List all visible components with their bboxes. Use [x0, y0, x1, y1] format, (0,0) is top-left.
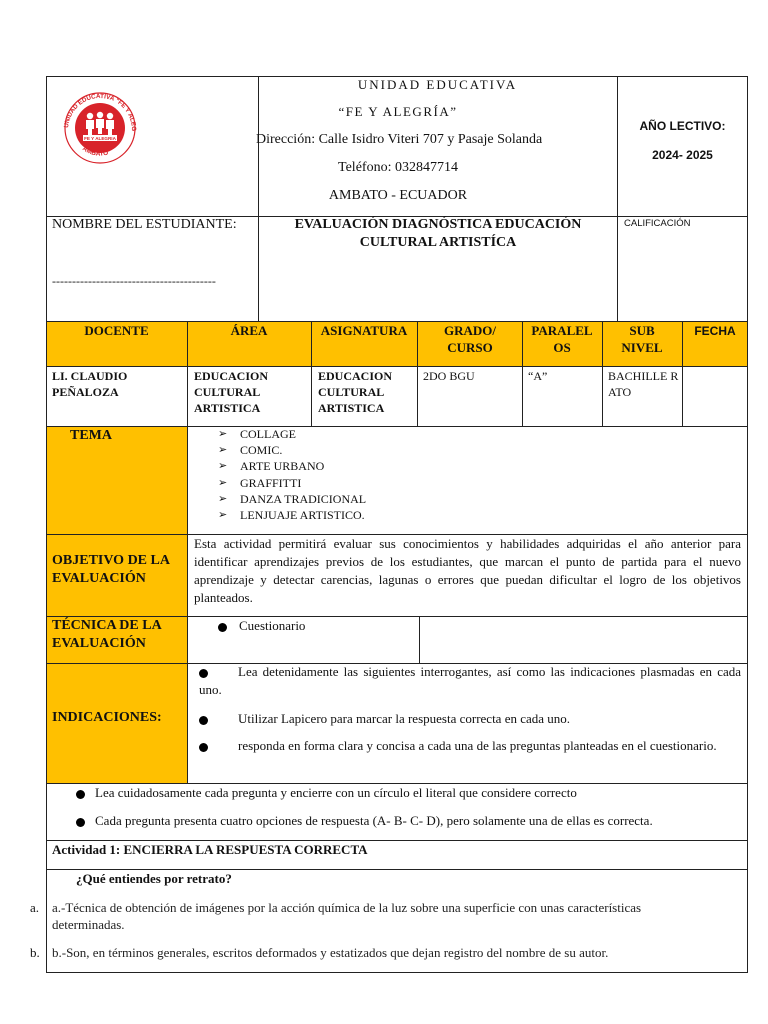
- answer-option-a[interactable]: a.-Técnica de obtención de imágenes por la acción química de la luz sobre una superficie con unas características determinadas.: [52, 900, 642, 932]
- general-note: Cada pregunta presenta cuatro opciones de respuesta (A- B- C- D), pero solamente una de ellas es correcta.: [76, 812, 736, 829]
- school-name: UNIDAD EDUCATIVA: [357, 77, 518, 92]
- rule: [617, 76, 618, 321]
- tema-list: [218, 426, 618, 523]
- arrow-bullet-icon: ➢: [218, 460, 228, 473]
- value-area: EDUCACION CULTURAL ARTISTICA: [194, 369, 269, 415]
- indicacion-item: responda en forma clara y concisa a cada una de las preguntas planteadas en el cuestionario.: [199, 737, 741, 755]
- value-paralelos: “A”: [528, 369, 548, 383]
- school-motto: “FE Y ALEGRÍA”: [338, 104, 458, 119]
- header-docente: DOCENTE: [84, 323, 149, 338]
- school-logo: [56, 86, 144, 170]
- bullet-icon: [218, 623, 227, 632]
- bullet-icon: [199, 743, 208, 752]
- document-frame: [46, 76, 748, 973]
- student-name-line[interactable]: -----------------------------------------: [52, 274, 216, 288]
- header-fecha: FECHA: [694, 324, 736, 338]
- tema-item: ➢ LENJUAJE ARTISTICO.: [218, 508, 365, 523]
- tema-item: ➢ GRAFFITTI: [218, 475, 302, 490]
- student-name-label: NOMBRE DEL ESTUDIANTE:: [52, 217, 237, 232]
- bullet-icon: [199, 669, 208, 678]
- school-year-value: 2024- 2025: [652, 148, 713, 162]
- value-subnivel: BACHILLE RATO: [608, 369, 679, 399]
- rule: [417, 321, 418, 426]
- arrow-bullet-icon: ➢: [218, 476, 228, 489]
- value-grado: 2DO BGU: [423, 369, 475, 383]
- answer-option-b[interactable]: b.-Son, en términos generales, escritos deformados y estatizados que dejan registro del nombre de su autor.: [52, 945, 609, 960]
- header-area: ÁREA: [230, 323, 268, 338]
- evaluation-title: EVALUACIÓN DIAGNÓSTICA EDUCACIÓN CULTURAL ARTISTÍCA: [294, 217, 582, 250]
- tema-label: TEMA: [70, 428, 112, 443]
- tema-item: ➢ ARTE URBANO: [218, 459, 325, 474]
- objetivo-label: OBJETIVO DE LA EVALUACIÓN: [52, 553, 170, 586]
- option-marker-a: a.: [30, 900, 40, 915]
- objetivo-text: Esta actividad permitirá evaluar sus conocimientos y habilidades adquiridas el año anterior para identificar aprendizajes previos de los estudiantes, que marcan el punto de partida para el nuevo aprendizaje y detectar carencias, lagunas o errores que puedan dificultar el logro de los objetivos planteados.: [194, 536, 741, 605]
- rule: [46, 366, 748, 367]
- rule: [522, 321, 523, 426]
- option-marker-b: b.: [30, 945, 40, 960]
- value-asignatura: EDUCACION CULTURAL ARTISTICA: [318, 369, 393, 415]
- svg-text:FE Y ALEGRIA: FE Y ALEGRIA: [84, 136, 116, 141]
- bullet-icon: [199, 716, 208, 725]
- indicacion-item: Lea detenidamente las siguientes interrogantes, así como las indicaciones plasmadas en cada uno.: [199, 664, 741, 697]
- tecnica-item: Cuestionario: [218, 617, 408, 634]
- school-phone: Teléfono: 032847714: [338, 160, 458, 175]
- header-subnivel: SUB NIVEL: [621, 323, 663, 355]
- school-address: Dirección: Calle Isidro Viteri 707 y Pasaje Solanda: [256, 132, 543, 147]
- school-city: AMBATO - ECUADOR: [328, 188, 468, 203]
- header-grado: GRADO/ CURSO: [444, 323, 496, 355]
- bullet-icon: [76, 818, 85, 827]
- header-asignatura: ASIGNATURA: [320, 323, 408, 338]
- tema-item: ➢ COLLAGE: [218, 427, 296, 441]
- general-note: Lea cuidadosamente cada pregunta y encierre con un círculo el literal que considere correcto: [76, 784, 736, 801]
- tecnica-label: TÉCNICA DE LA EVALUACIÓN: [52, 618, 161, 651]
- rule: [187, 321, 188, 783]
- grade-label: CALIFICACIÓN: [624, 218, 691, 229]
- arrow-bullet-icon: ➢: [218, 509, 228, 522]
- svg-text:UNIDAD EDUCATIVA "FE Y ALEGRÍA: UNIDAD EDUCATIVA "FE Y ALEG: [63, 92, 138, 132]
- bullet-icon: [76, 790, 85, 799]
- tema-item: ➢ COMIC.: [218, 443, 283, 458]
- school-year-label: AÑO LECTIVO:: [639, 119, 726, 133]
- svg-text:AMBATO: AMBATO: [81, 145, 110, 158]
- arrow-bullet-icon: ➢: [218, 444, 228, 457]
- arrow-bullet-icon: ➢: [218, 428, 228, 440]
- tema-item: ➢ DANZA TRADICIONAL: [218, 491, 367, 506]
- activity-question: ¿Qué entiendes por retrato?: [76, 871, 232, 886]
- rule: [602, 321, 603, 426]
- value-docente: LI. CLAUDIO PEÑALOZA: [52, 369, 128, 399]
- arrow-bullet-icon: ➢: [218, 492, 228, 505]
- rule: [419, 616, 420, 663]
- header-paralelos: PARALEL OS: [531, 323, 593, 355]
- activity-title: Actividad 1: ENCIERRA LA RESPUESTA CORRECTA: [52, 842, 368, 857]
- indicacion-item: Utilizar Lapicero para marcar la respuesta correcta en cada uno.: [199, 710, 741, 728]
- indicaciones-label: INDICACIONES:: [52, 710, 162, 725]
